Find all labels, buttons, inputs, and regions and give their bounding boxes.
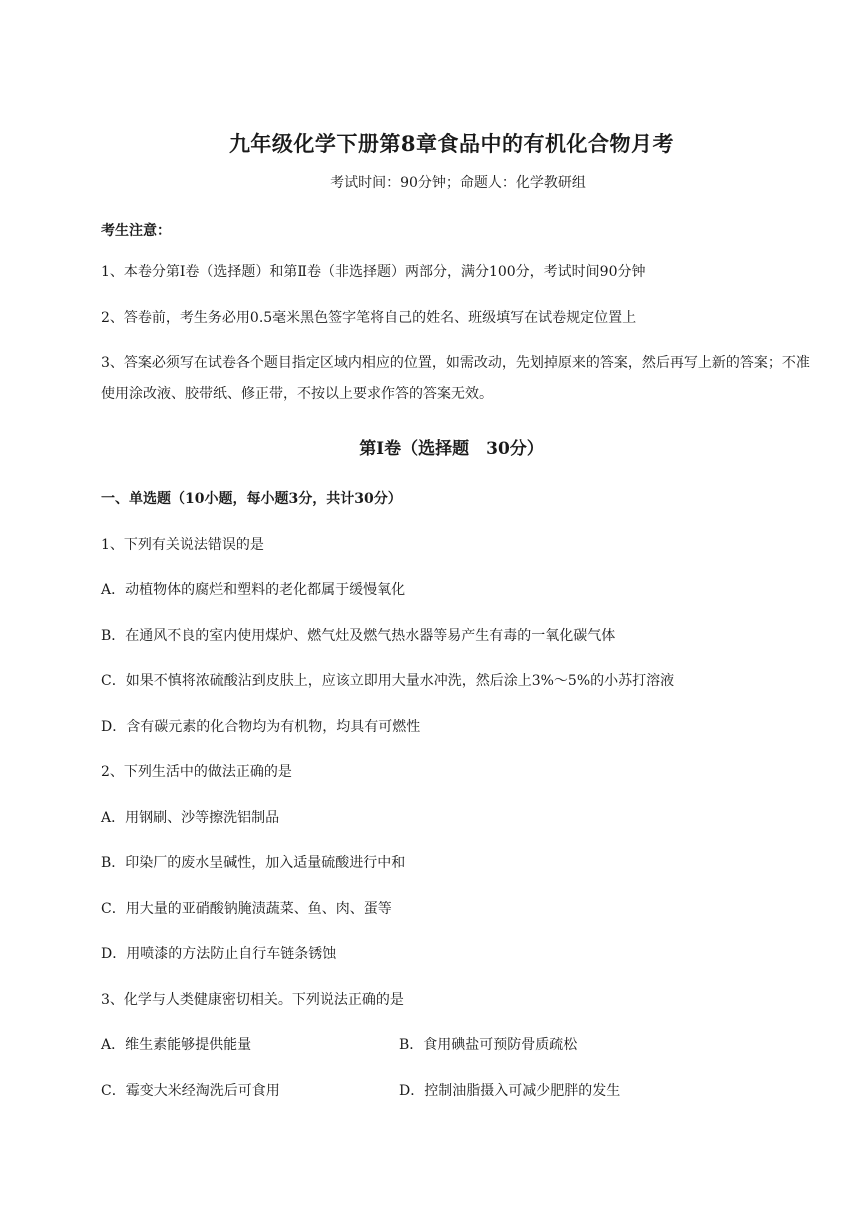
notice-heading: 考生注意： — [101, 223, 171, 239]
question-1-option-b: B．在通风不良的室内使用煤炉、燃气灶及燃气热水器等易产生有毒的一氧化碳气体 — [101, 628, 616, 644]
notice-item-3: 3、答案必须写在试卷各个题目指定区域内相应的位置，如需改动，先划掉原来的答案，然后再写上新的答案；不准使用涂改液、胶带纸、修正带，不按以上要求作答的答案无效。 — [101, 355, 810, 402]
question-3-option-c: C．霉变大米经淘洗后可食用 — [101, 1083, 280, 1099]
question-1-option-a: A．动植物体的腐烂和塑料的老化都属于缓慢氧化 — [101, 582, 406, 598]
question-1-stem: 1、下列有关说法错误的是 — [101, 537, 264, 553]
question-2-option-b: B．印染厂的废水呈碱性，加入适量硫酸进行中和 — [101, 855, 406, 871]
notice-item-2: 2、答卷前，考生务必用0.5毫米黑色签字笔将自己的姓名、班级填写在试卷规定位置上 — [101, 310, 637, 326]
question-2-option-d: D．用喷漆的方法防止自行车链条锈蚀 — [101, 946, 337, 962]
question-1-option-c: C．如果不慎将浓硫酸沾到皮肤上，应该立即用大量水冲洗，然后涂上3%～5%的小苏打溶液 — [101, 673, 675, 689]
question-3-option-b: B．食用碘盐可预防骨质疏松 — [399, 1037, 578, 1053]
question-1-option-d: D．含有碳元素的化合物均为有机物，均具有可燃性 — [101, 719, 421, 735]
exam-title: 九年级化学下册第8章食品中的有机化合物月考 — [228, 131, 675, 156]
notice-item-1: 1、本卷分第I卷（选择题）和第Ⅱ卷（非选择题）两部分，满分100分，考试时间90分钟 — [101, 264, 646, 280]
question-3-option-a: A．维生素能够提供能量 — [101, 1037, 252, 1053]
question-3-option-d: D．控制油脂摄入可减少肥胖的发生 — [399, 1083, 621, 1099]
section-title: 第I卷（选择题 30分） — [359, 439, 544, 459]
exam-subtitle: 考试时间：90分钟；命题人：化学教研组 — [330, 175, 586, 191]
question-2-option-c: C．用大量的亚硝酸钠腌渍蔬菜、鱼、肉、蛋等 — [101, 901, 392, 917]
question-3-stem: 3、化学与人类健康密切相关。下列说法正确的是 — [101, 992, 404, 1008]
question-2-option-a: A．用钢刷、沙等擦洗铝制品 — [101, 810, 280, 826]
part-heading: 一、单选题（10小题，每小题3分，共计30分） — [101, 491, 402, 507]
question-2-stem: 2、下列生活中的做法正确的是 — [101, 764, 292, 780]
